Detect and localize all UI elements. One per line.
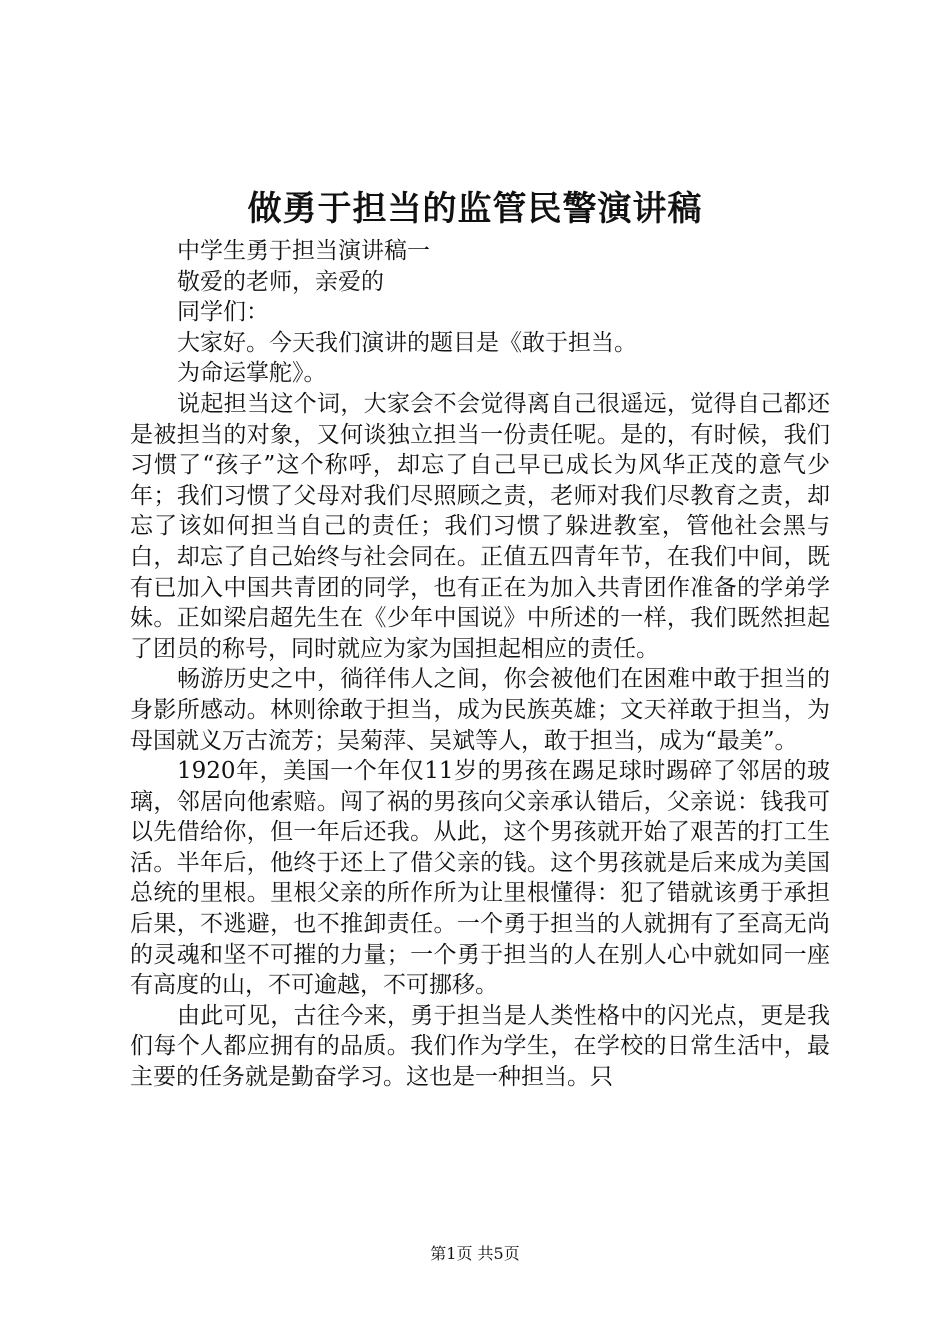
paragraph-body: 1920年，美国一个年仅11岁的男孩在踢足球时踢碎了邻居的玻璃，邻居向他索赔。闯了祸的男孩向父亲承认错后，父亲说：钱我可以先借给你，但一年后还我。从此，这个男孩就开始了艰苦的打工生活。半年后，他终于还上了借父亲的钱。这个男孩就是后来成为美国总统的里根。里根父亲的所作所为让里根懂得：犯了错就该勇于承担后果，不逃避，也不推卸责任。一个勇于担当的人就拥有了至高无尚的灵魂和坚不可摧的力量；一个勇于担当的人在别人心中就如同一座有高度的山，不可逾越，不可挪移。	[130, 758, 830, 999]
paragraph-subtitle: 中学生勇于担当演讲稿一	[177, 238, 430, 264]
page-footer: 第1页 共5页	[430, 1244, 520, 1263]
document-title: 做勇于担当的监管民警演讲稿	[247, 189, 703, 229]
paragraph-body: 畅游历史之中，徜徉伟人之间，你会被他们在困难中敢于担当的身影所感动。林则徐敢于担当，成为民族英雄；文天祥敢于担当，为母国就义万古流芳；吴菊萍、吴斌等人，敢于担当，成为“最美”。	[130, 666, 830, 754]
paragraph-body: 由此可见，古往今来，勇于担当是人类性格中的闪光点，更是我们每个人都应拥有的品质。我们作为学生，在学校的日常生活中，最主要的任务就是勤奋学习。这也是一种担当。只	[130, 1002, 830, 1091]
document-body	[130, 236, 830, 1093]
paragraph-greeting: 大家好。今天我们演讲的题目是《敢于担当。	[177, 329, 637, 356]
paragraph-salutation: 敬爱的老师，亲爱的	[177, 268, 384, 295]
paragraph-body: 说起担当这个词，大家会不会觉得离自己很遥远，觉得自己都还是被担当的对象，又何谈独立担当一份责任呢。是的，有时候，我们习惯了“孩子”这个称呼，却忘了自己早已成长为风华正茂的意气少年；我们习惯了父母对我们尽照顾之责，老师对我们尽教育之责，却忘了该如何担当自己的责任；我们习惯了躲进教室，管他社会黑与白，却忘了自己始终与社会同在。正值五四青年节，在我们中间，既有已加入中国共青团的同学，也有正在为加入共青团作准备的学弟学妹。正如梁启超先生在《少年中国说》中所述的一样，我们既然担起了团员的称号，同时就应为家为国担起相应的责任。	[130, 390, 830, 662]
paragraph-salutation-cont: 同学们：	[177, 299, 269, 326]
paragraph-greeting-cont: 为命运掌舵》。	[177, 360, 327, 387]
